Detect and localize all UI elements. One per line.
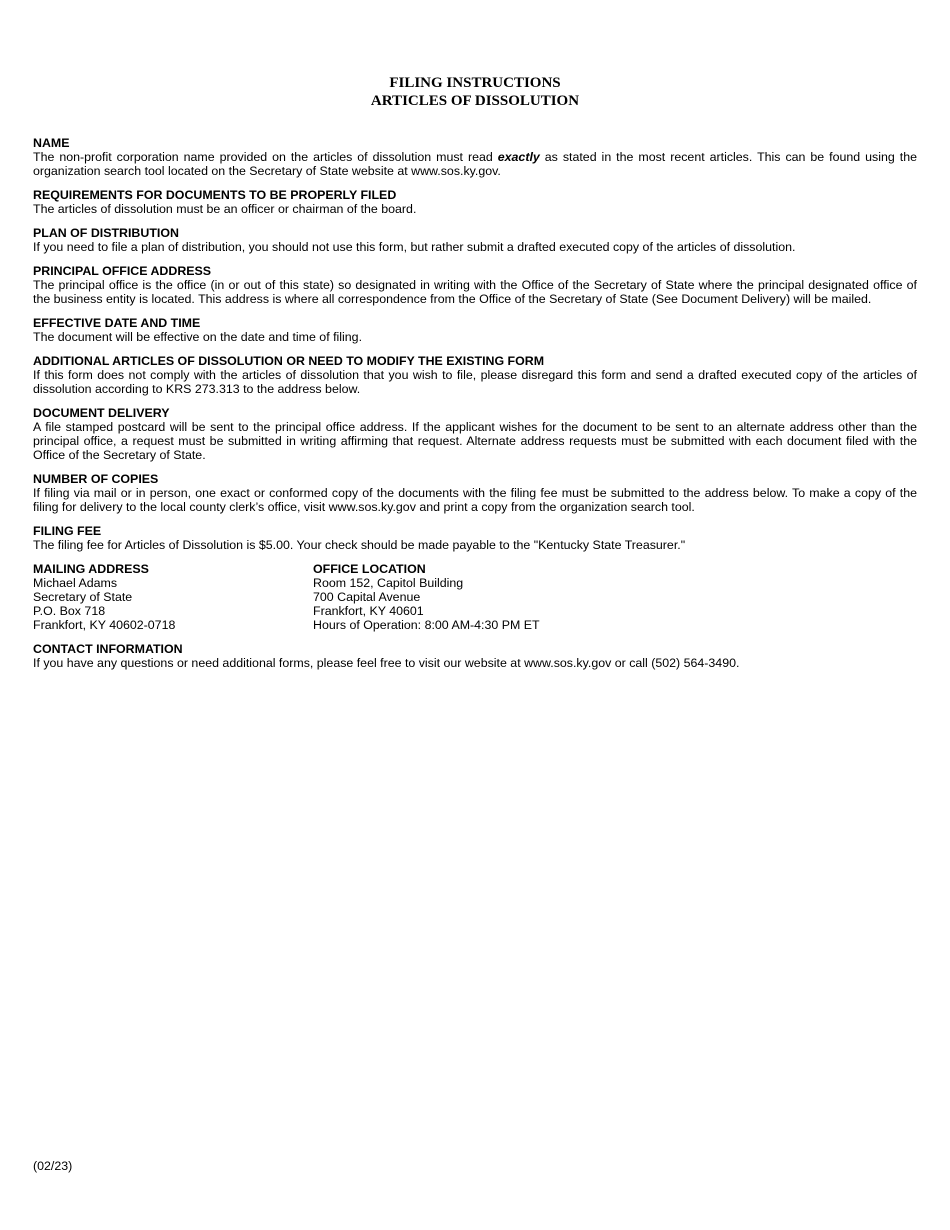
section <box>33 472 917 514</box>
section-line: principal office, a request must be submitted in writing affirming that request. Alternate address requests must be submitted with each document filed with the <box>33 434 917 448</box>
address-line: P.O. Box 718 <box>33 604 106 618</box>
title-line-2: ARTICLES OF DISSOLUTION <box>370 93 580 109</box>
section-heading: PRINCIPAL OFFICE ADDRESS <box>33 264 212 278</box>
title-line-1: FILING INSTRUCTIONS <box>389 75 561 91</box>
section-heading: EFFECTIVE DATE AND TIME <box>33 316 201 330</box>
section <box>33 264 917 306</box>
section <box>33 188 917 216</box>
section-heading: NAME <box>33 136 70 150</box>
section-line: If you need to file a plan of distribution, you should not use this form, but rather submit a drafted executed copy of the articles of dissolution. <box>33 240 796 254</box>
section-line: The principal office is the office (in or out of this state) so designated in writing with the Office of the Secretary of State where the principal designated office of <box>33 278 917 292</box>
section-line: If filing via mail or in person, one exact or conformed copy of the documents with the filing fee must be submitted to the address below. To make a copy of the <box>33 486 917 500</box>
office-location <box>313 562 540 632</box>
section-contact <box>33 642 917 670</box>
section-heading: NUMBER OF COPIES <box>33 472 159 486</box>
section-line: If you have any questions or need additional forms, please feel free to visit our website at www.sos.ky.gov or call (502) 564-3490. <box>33 656 740 670</box>
document-title <box>0 74 950 110</box>
address-line: 700 Capital Avenue <box>313 590 421 604</box>
section-line: dissolution according to KRS 273.313 to the address below. <box>33 382 361 396</box>
address-line: Frankfort, KY 40601 <box>313 604 424 618</box>
section <box>33 354 917 396</box>
section <box>33 316 917 344</box>
office-heading: OFFICE LOCATION <box>313 562 426 576</box>
section <box>33 524 917 552</box>
addresses <box>33 562 917 632</box>
section-heading: REQUIREMENTS FOR DOCUMENTS TO BE PROPERLY FILED <box>33 188 397 202</box>
section-heading: FILING FEE <box>33 524 102 538</box>
section-line: filing for delivery to the local county clerk’s office, visit www.sos.ky.gov and print a copy from the organization search tool. <box>33 500 695 514</box>
section-line: Office of the Secretary of State. <box>33 448 206 462</box>
section-line: the business entity is located. This address is where all correspondence from the Office of the Secretary of State (See Document Delivery) will be mailed. <box>33 292 872 306</box>
mailing-heading: MAILING ADDRESS <box>33 562 149 576</box>
address-line: Hours of Operation: 8:00 AM-4:30 PM ET <box>313 618 540 632</box>
address-line: Secretary of State <box>33 590 133 604</box>
section-line: The filing fee for Articles of Dissolution is $5.00. Your check should be made payable to the "Kentucky State Treasurer." <box>33 538 686 552</box>
instructions-body <box>33 136 917 680</box>
section-line: The document will be effective on the date and time of filing. <box>33 330 363 344</box>
section-heading: PLAN OF DISTRIBUTION <box>33 226 179 240</box>
text: The non-profit corporation name provided on the articles of dissolution must read <box>33 150 493 164</box>
emphasis-text: exactly <box>497 150 540 164</box>
section-line: A file stamped postcard will be sent to the principal office address. If the applicant wishes for the document to be sent to an alternate address other than the <box>33 420 917 434</box>
section <box>33 406 917 462</box>
revision-date: (02/23) <box>33 1159 73 1173</box>
section-line: If this form does not comply with the articles of dissolution that you wish to file, please disregard this form and send a drafted executed copy of the articles of <box>33 368 917 382</box>
section <box>33 226 917 254</box>
text: as stated in the most recent articles. This can be found using the <box>544 150 917 164</box>
section-name <box>33 136 917 178</box>
section-heading: ADDITIONAL ARTICLES OF DISSOLUTION OR NEED TO MODIFY THE EXISTING FORM <box>33 354 545 368</box>
section-heading: CONTACT INFORMATION <box>33 642 183 656</box>
section-line <box>33 150 917 164</box>
mailing-address <box>33 562 313 632</box>
section-line: The articles of dissolution must be an officer or chairman of the board. <box>33 202 417 216</box>
section-heading: DOCUMENT DELIVERY <box>33 406 170 420</box>
address-line: Michael Adams <box>33 576 118 590</box>
section-line: organization search tool located on the Secretary of State website at www.sos.ky.gov. <box>33 164 501 178</box>
address-line: Room 152, Capitol Building <box>313 576 464 590</box>
address-line: Frankfort, KY 40602-0718 <box>33 618 176 632</box>
